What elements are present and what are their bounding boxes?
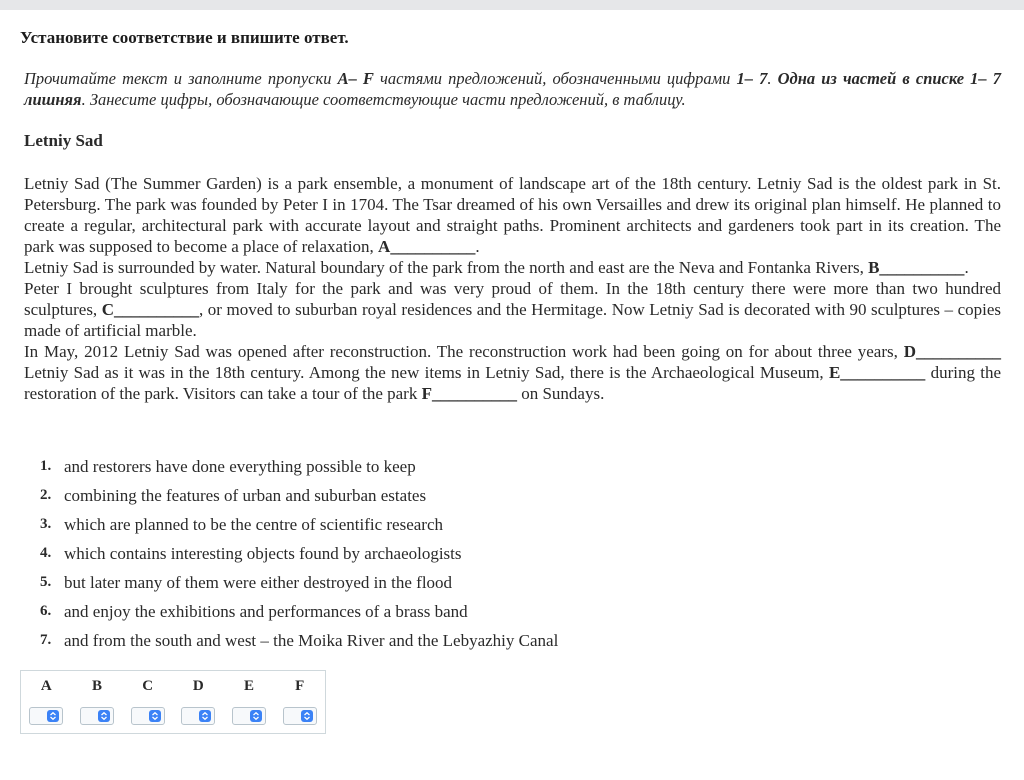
paragraph-text: during the restoration of the park. Visitors can take a tour of the park (24, 363, 1002, 403)
option-number: 2. (40, 487, 52, 503)
instructions-part4: . Занесите цифры, обозначающие соответствующие части предложений, в таблицу. (81, 90, 686, 109)
option-text: and from the south and west – the Moika River and the Lebyazhiy Canal (64, 631, 559, 650)
paragraph-text: Letniy Sad (The Summer Garden) is a park ensemble, a monument of landscape art of the 18th century. Letniy Sad is the oldest park in St. Petersburg. The park was founded by Peter I in 1704. The Tsar dreamed of his own Versailles and drew its original plan himself. He planned to create a regular, architectural park with accurate layout and straight paths. Prominent architects and gardeners took part in its creation. The park was supposed to become a place of relaxation, (24, 174, 1001, 256)
instructions-part1: Прочитайте текст и заполните пропуски (24, 69, 338, 88)
answer-column-a (21, 671, 72, 733)
chevron-up-down-icon (47, 710, 59, 722)
answer-column-e (224, 671, 275, 733)
option-item-1 (40, 456, 558, 485)
gap-e: E__________ (828, 363, 926, 382)
gap-f: F__________ (421, 384, 517, 403)
passage (24, 173, 1001, 404)
gap-a: A__________ (378, 237, 476, 256)
option-number: 5. (40, 574, 52, 590)
answer-column-f (274, 671, 325, 733)
option-number: 6. (40, 603, 52, 619)
paragraph-text: on Sundays. (516, 384, 605, 403)
select-b[interactable] (80, 707, 114, 725)
chevron-up-down-icon (250, 710, 262, 722)
select-c[interactable] (131, 707, 165, 725)
column-header-e: E (244, 678, 255, 694)
paragraph-3 (24, 278, 1001, 341)
option-text: but later many of them were either destroyed in the flood (64, 573, 453, 592)
option-text: which contains interesting objects found by archaeologists (64, 544, 462, 563)
answer-column-c (122, 671, 173, 733)
option-item-6 (40, 601, 558, 630)
paragraph-text: In May, 2012 Letniy Sad was opened after reconstruction. The reconstruction work had been going on for about three years, (24, 342, 904, 361)
option-text: and restorers have done everything possible to keep (64, 457, 416, 476)
column-header-a: A (40, 678, 52, 694)
paragraph-4 (24, 341, 1001, 404)
column-header-c: C (142, 678, 154, 694)
instructions (24, 68, 1001, 110)
column-header-b: B (92, 678, 103, 694)
select-f[interactable] (283, 707, 317, 725)
gap-b: B__________ (868, 258, 965, 277)
paragraph-1 (24, 173, 1001, 257)
option-item-7 (40, 630, 558, 659)
select-a[interactable] (29, 707, 63, 725)
instructions-letters: A– F (337, 69, 374, 88)
answer-table (20, 670, 326, 734)
option-item-2 (40, 485, 558, 514)
options-list (40, 456, 558, 659)
chevron-up-down-icon (149, 710, 161, 722)
option-number: 3. (40, 516, 52, 532)
paragraph-text: Peter I brought sculptures from Italy for the park and was very proud of them. In the 18th century there were more than two hundred sculptures, (24, 279, 1001, 319)
instructions-bold-extra: Одна из частей в списке 1– 7 лишняя (24, 69, 1002, 109)
paragraph-text: Letniy Sad is surrounded by water. Natural boundary of the park from the north and east are the Neva and Fontanka Rivers, (24, 258, 869, 277)
task-title: Установите соответствие и впишите ответ. (20, 28, 349, 47)
column-header-f: F (295, 678, 305, 694)
option-number: 4. (40, 545, 52, 561)
column-header-d: D (192, 678, 204, 694)
select-d[interactable] (181, 707, 215, 725)
paragraph-text: Letniy Sad as it was in the 18th century. Among the new items in Letniy Sad, there is the Archaeological Museum, (24, 363, 829, 382)
option-text: and enjoy the exhibitions and performances of a brass band (64, 602, 468, 621)
instructions-digits: 1– 7 (736, 69, 768, 88)
chevron-up-down-icon (199, 710, 211, 722)
chevron-up-down-icon (301, 710, 313, 722)
paragraph-text: . (475, 237, 480, 256)
option-item-4 (40, 543, 558, 572)
top-bar (0, 0, 1024, 10)
option-item-3 (40, 514, 558, 543)
select-e[interactable] (232, 707, 266, 725)
instructions-part2: частями предложений, обозначенными цифрами (373, 69, 737, 88)
gap-c: C__________ (101, 300, 200, 319)
text-title: Letniy Sad (24, 131, 103, 150)
paragraph-text: . (964, 258, 969, 277)
answer-column-b (72, 671, 123, 733)
answer-column-d (173, 671, 224, 733)
option-item-5 (40, 572, 558, 601)
option-number: 7. (40, 632, 52, 648)
paragraph-2 (24, 257, 1001, 278)
option-number: 1. (40, 458, 52, 474)
chevron-up-down-icon (98, 710, 110, 722)
paragraph-text: , or moved to suburban royal residences and the Hermitage. Now Letniy Sad is decorated with 90 sculptures – copies made of artificial marble. (24, 300, 1001, 340)
option-text: which are planned to be the centre of scientific research (64, 515, 444, 534)
option-text: combining the features of urban and suburban estates (64, 486, 427, 505)
instructions-part3: . (767, 69, 778, 88)
gap-d: D__________ (903, 342, 1001, 361)
